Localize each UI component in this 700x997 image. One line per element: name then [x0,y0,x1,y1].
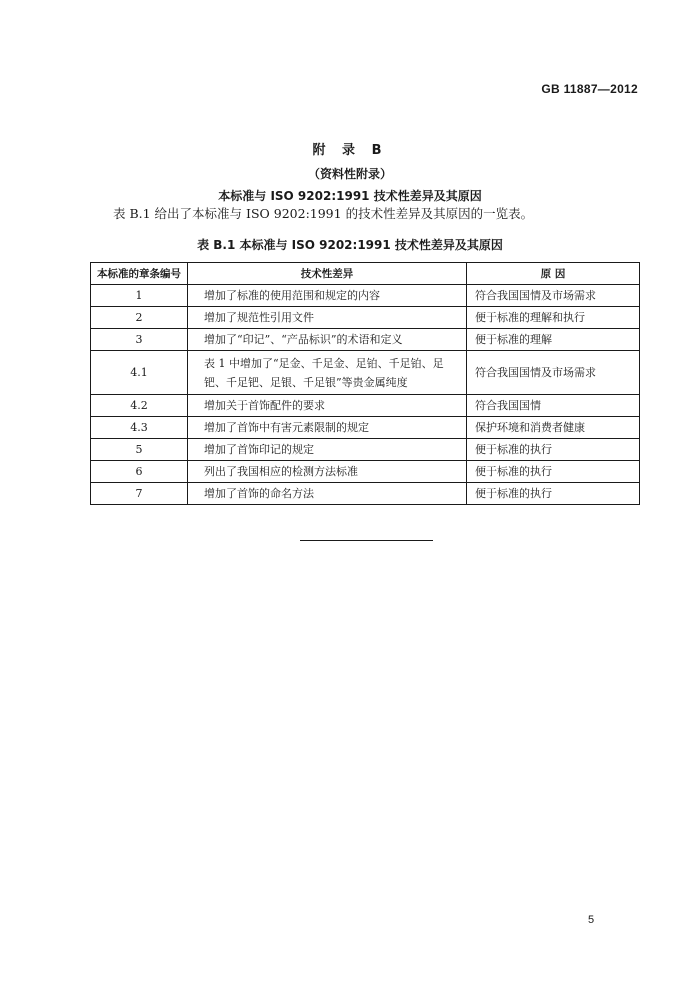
cell-clause: 6 [91,461,188,483]
cell-clause: 5 [91,439,188,461]
cell-clause: 4.1 [91,351,188,395]
cell-reason: 便于标准的理解 [467,329,640,351]
header-clause: 本标准的章条编号 [91,263,188,285]
cell-reason: 符合我国国情及市场需求 [467,351,640,395]
table-header-row [91,263,640,285]
page-number: 5 [588,914,595,926]
cell-clause: 2 [91,307,188,329]
annex-title: 附 录 B [312,143,388,158]
table-row [91,483,640,505]
table-row [91,439,640,461]
table-row [91,351,640,395]
table-caption: 表 B.1 本标准与 ISO 9202:1991 技术性差异及其原因 [197,238,503,252]
cell-difference: 增加了首饰中有害元素限制的规定 [188,417,467,439]
table-row [91,395,640,417]
cell-clause: 7 [91,483,188,505]
cell-reason: 便于标准的理解和执行 [467,307,640,329]
cell-difference: 列出了我国相应的检测方法标准 [188,461,467,483]
cell-clause: 4.3 [91,417,188,439]
table-row [91,285,640,307]
table-row [91,461,640,483]
cell-reason: 便于标准的执行 [467,439,640,461]
annex-heading [0,142,700,206]
cell-reason: 保护环境和消费者健康 [467,417,640,439]
end-of-annex-rule [300,540,433,541]
header-difference: 技术性差异 [188,263,467,285]
cell-reason: 符合我国国情及市场需求 [467,285,640,307]
annex-subject: 本标准与 ISO 9202:1991 技术性差异及其原因 [218,189,482,203]
cell-clause: 1 [91,285,188,307]
cell-reason: 便于标准的执行 [467,461,640,483]
table-row [91,417,640,439]
table-row [91,307,640,329]
header-reason: 原 因 [467,263,640,285]
cell-difference: 增加了“印记”、“产品标识”的术语和定义 [188,329,467,351]
table-row [91,329,640,351]
intro-paragraph: 表 B.1 给出了本标准与 ISO 9202:1991 的技术性差异及其原因的一览表。 [113,206,534,221]
cell-reason: 符合我国国情 [467,395,640,417]
cell-difference: 增加了规范性引用文件 [188,307,467,329]
differences-table [90,262,640,505]
annex-type: （资料性附录） [307,167,392,181]
cell-clause: 4.2 [91,395,188,417]
cell-difference: 增加了标准的使用范围和规定的内容 [188,285,467,307]
cell-reason: 便于标准的执行 [467,483,640,505]
cell-difference: 表 1 中增加了“足金、千足金、足铂、千足铂、足钯、千足钯、足银、千足银”等贵金属纯度 [188,351,467,395]
cell-clause: 3 [91,329,188,351]
cell-difference: 增加了首饰的命名方法 [188,483,467,505]
cell-difference: 增加了首饰印记的规定 [188,439,467,461]
standard-code: GB 11887—2012 [541,82,638,96]
cell-difference: 增加关于首饰配件的要求 [188,395,467,417]
